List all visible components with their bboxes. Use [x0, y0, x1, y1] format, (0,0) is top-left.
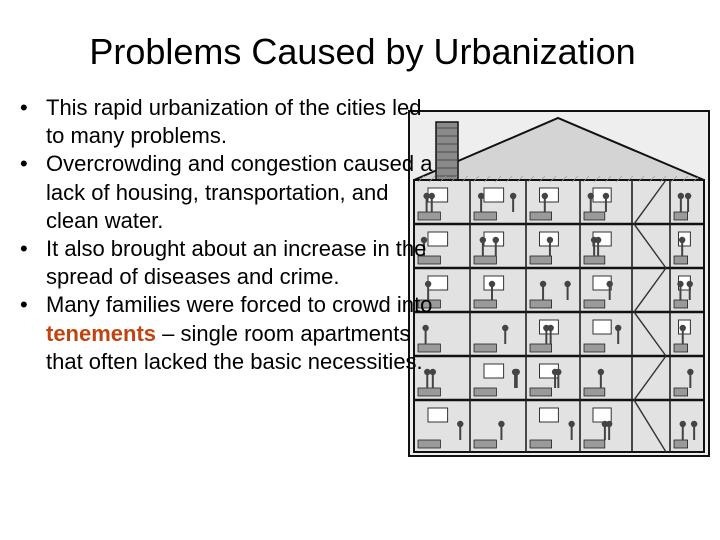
person-head: [564, 281, 570, 287]
furniture: [584, 440, 605, 448]
bullet-text-lead: Many families were forced to crowd into: [46, 292, 433, 318]
furniture: [674, 212, 688, 220]
bullet-text: This rapid urbanization of the cities led to many problems.: [46, 95, 422, 149]
furniture: [474, 344, 496, 352]
person-head: [457, 421, 463, 427]
furniture: [530, 256, 552, 264]
person-head: [498, 421, 504, 427]
person-head: [603, 193, 609, 199]
slide-title: Problems Caused by Urbanization: [89, 31, 636, 72]
furniture: [474, 256, 496, 264]
window-frame: [428, 408, 448, 422]
person-head: [680, 325, 686, 331]
furniture: [584, 256, 605, 264]
person-head: [680, 421, 686, 427]
person-head: [493, 237, 499, 243]
furniture: [674, 440, 688, 448]
person-head: [480, 237, 486, 243]
person-head: [607, 281, 613, 287]
person-head: [547, 237, 553, 243]
window-frame: [484, 364, 504, 378]
tenement-cutaway-illustration: [408, 110, 710, 457]
person-head: [679, 237, 685, 243]
bullet-list: [20, 94, 440, 376]
person-head: [510, 193, 516, 199]
window-frame: [593, 408, 611, 422]
tenements-term: tenements: [46, 320, 157, 346]
person-head: [489, 281, 495, 287]
furniture: [674, 256, 688, 264]
person-head: [687, 281, 693, 287]
person-head: [691, 421, 697, 427]
person-head: [615, 325, 621, 331]
person-head: [552, 369, 558, 375]
person-head: [685, 193, 691, 199]
furniture: [474, 300, 496, 308]
person-head: [568, 421, 574, 427]
tenement-drawing: [408, 110, 710, 457]
bullet-dot: •: [20, 292, 28, 318]
furniture: [530, 388, 552, 396]
bullet-dot: •: [20, 236, 28, 262]
bullet-dot: •: [20, 95, 28, 120]
furniture: [418, 440, 440, 448]
person-head: [547, 325, 553, 331]
person-head: [588, 193, 594, 199]
person-head: [678, 193, 684, 199]
person-head: [687, 369, 693, 375]
person-head: [602, 421, 608, 427]
person-head: [540, 281, 546, 287]
furniture: [474, 440, 496, 448]
furniture: [418, 388, 440, 396]
bullet-item: [20, 235, 440, 291]
furniture: [474, 388, 496, 396]
furniture: [584, 212, 605, 220]
furniture: [474, 212, 496, 220]
person-head: [512, 369, 518, 375]
furniture: [530, 344, 552, 352]
furniture: [530, 300, 552, 308]
bullet-dot: •: [20, 151, 28, 177]
furniture: [584, 344, 605, 352]
furniture: [584, 300, 605, 308]
person-head: [598, 369, 604, 375]
person-head: [502, 325, 508, 331]
furniture: [530, 212, 552, 220]
bullet-text: [46, 291, 440, 376]
bullet-item: [20, 291, 440, 376]
bullet-text: It also brought about an increase in the spread of diseases and crime.: [46, 236, 427, 290]
furniture: [530, 440, 552, 448]
furniture: [584, 388, 605, 396]
bullet-text: Overcrowding and congestion caused a lack of housing, transportation, and clean water.: [46, 151, 433, 233]
bullet-item: [20, 150, 440, 235]
person-head: [591, 237, 597, 243]
bullet-item: [20, 94, 440, 150]
furniture: [674, 300, 688, 308]
window-frame: [484, 188, 504, 202]
furniture: [674, 388, 688, 396]
window-frame: [593, 320, 611, 334]
person-head: [677, 281, 683, 287]
person-head: [478, 193, 484, 199]
bullet-text-tail: – single room apartments that often lacked the basic necessities.: [46, 320, 423, 374]
building-body: [414, 180, 704, 452]
furniture: [674, 344, 688, 352]
window-frame: [540, 408, 559, 422]
person-head: [542, 193, 548, 199]
